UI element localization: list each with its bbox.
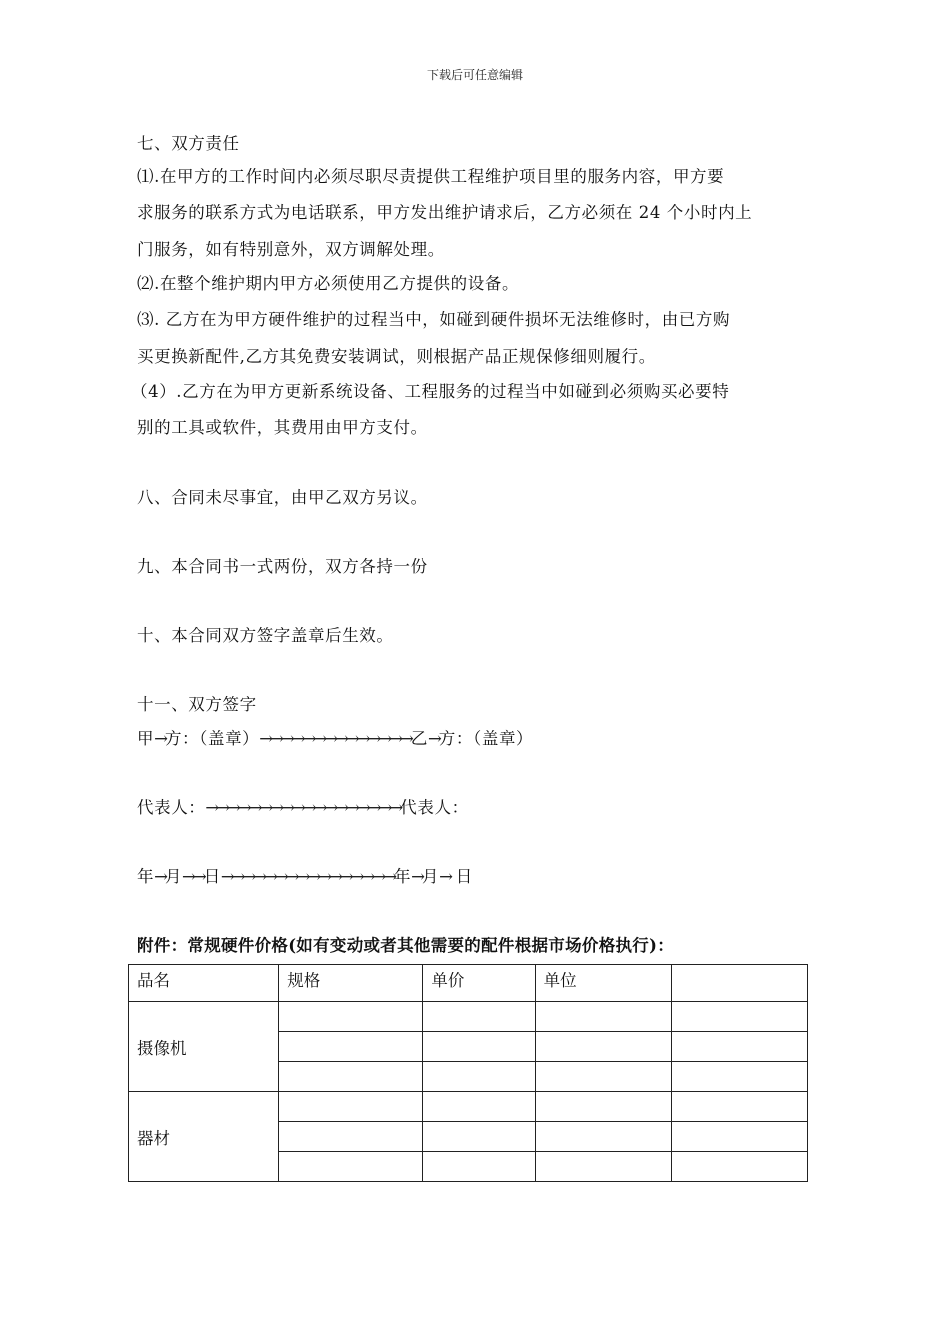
table-cell xyxy=(423,1062,535,1092)
appendix-title: 附件：常规硬件价格(如有变动或者其他需要的配件根据市场价格执行)： xyxy=(137,936,675,955)
party-a-label: 甲 xyxy=(137,729,155,748)
section-8: 八、合同未尽事宜，由甲乙双方另议。 xyxy=(137,488,428,507)
section-7-title: 七、双方责任 xyxy=(137,134,240,153)
party-b-seal: 方：（盖章） xyxy=(438,729,534,748)
table-cell xyxy=(279,1152,423,1182)
rep-b-label: 代表人： xyxy=(400,798,469,817)
party-b-label: 乙 xyxy=(410,729,428,748)
table-cell xyxy=(671,1092,807,1122)
table-cell xyxy=(423,1152,535,1182)
arrow-line: →→→→→→→→→→→→→→ xyxy=(259,729,411,748)
table-cell xyxy=(671,1002,807,1032)
month-a: 月 xyxy=(164,867,183,886)
column-header-name: 品名 xyxy=(129,965,279,1002)
table-cell xyxy=(535,1152,671,1182)
group-label-equipment: 器材 xyxy=(129,1092,279,1182)
table-cell xyxy=(535,1062,671,1092)
section-7-para-4-line-1: （4）.乙方在为甲方更新系统设备、工程服务的过程当中如碰到必须购买必要特 xyxy=(131,382,730,401)
section-7-para-3-line-2: 买更换新配件,乙方其免费安装调试，则根据产品正规保修细则履行。 xyxy=(137,347,656,366)
column-header-blank xyxy=(671,965,807,1002)
table-cell xyxy=(279,1122,423,1152)
table-cell xyxy=(671,1152,807,1182)
section-7-para-1-line-2: 求服务的联系方式为电话联系，甲方发出维护请求后，乙方必须在 24 个小时内上 xyxy=(137,203,753,222)
table-cell xyxy=(423,1002,535,1032)
section-7-para-1-line-1: ⑴.在甲方的工作时间内必须尽职尽责提供工程维护项目里的服务内容，甲方要 xyxy=(137,167,725,186)
column-header-price: 单价 xyxy=(423,965,535,1002)
table-cell xyxy=(671,1122,807,1152)
table-cell xyxy=(423,1122,535,1152)
signature-date-line xyxy=(137,863,817,887)
table-cell xyxy=(671,1032,807,1062)
section-7-para-4-line-2: 别的工具或软件，其费用由甲方支付。 xyxy=(137,418,428,437)
arrow-line: →→→→→→→→→→→→→→→→ xyxy=(220,867,395,886)
price-table xyxy=(128,964,808,1182)
table-cell xyxy=(279,1032,423,1062)
table-cell xyxy=(535,1092,671,1122)
table-cell xyxy=(279,1062,423,1092)
day-a: 日 xyxy=(203,867,221,886)
section-11-title: 十一、双方签字 xyxy=(137,695,257,714)
table-cell xyxy=(279,1002,423,1032)
signature-rep-line xyxy=(137,794,817,818)
arrow-line: →→→→→→→→→→→→→→→→→→ xyxy=(205,798,401,817)
arrow-icon: → xyxy=(427,729,439,748)
table-cell xyxy=(535,1032,671,1062)
column-header-spec: 规格 xyxy=(279,965,423,1002)
table-cell xyxy=(423,1032,535,1062)
section-10: 十、本合同双方签字盖章后生效。 xyxy=(137,626,394,645)
day-b: 日 xyxy=(449,867,473,886)
month-b: 月 xyxy=(421,867,440,886)
arrow-icon: → xyxy=(154,729,165,748)
arrow-icon: →→ xyxy=(182,867,204,886)
arrow-icon: → xyxy=(439,867,450,886)
table-header-row xyxy=(129,965,808,1002)
table-row xyxy=(129,1002,808,1032)
party-a-seal: 方：（盖章） xyxy=(164,729,260,748)
table-cell xyxy=(423,1092,535,1122)
header-note: 下载后可任意编辑 xyxy=(426,68,523,82)
column-header-unit: 单位 xyxy=(535,965,671,1002)
arrow-icon: → xyxy=(154,867,165,886)
table-cell xyxy=(671,1062,807,1092)
arrow-icon: → xyxy=(411,867,422,886)
section-9: 九、本合同书一式两份，双方各持一份 xyxy=(137,557,428,576)
year-b: 年 xyxy=(394,867,412,886)
table-cell xyxy=(535,1122,671,1152)
section-7-para-1-line-3: 门服务，如有特别意外，双方调解处理。 xyxy=(137,240,445,259)
signature-party-line xyxy=(137,725,817,749)
table-row xyxy=(129,1092,808,1122)
table-cell xyxy=(535,1002,671,1032)
group-label-camera: 摄像机 xyxy=(129,1002,279,1092)
year-a: 年 xyxy=(137,867,155,886)
section-7-para-2: ⑵.在整个维护期内甲方必须使用乙方提供的设备。 xyxy=(137,274,520,293)
section-7-para-3-line-1: ⑶. 乙方在为甲方硬件维护的过程当中，如碰到硬件损坏无法维修时，由已方购 xyxy=(137,310,731,329)
table-cell xyxy=(279,1092,423,1122)
rep-a-label: 代表人： xyxy=(137,798,206,817)
